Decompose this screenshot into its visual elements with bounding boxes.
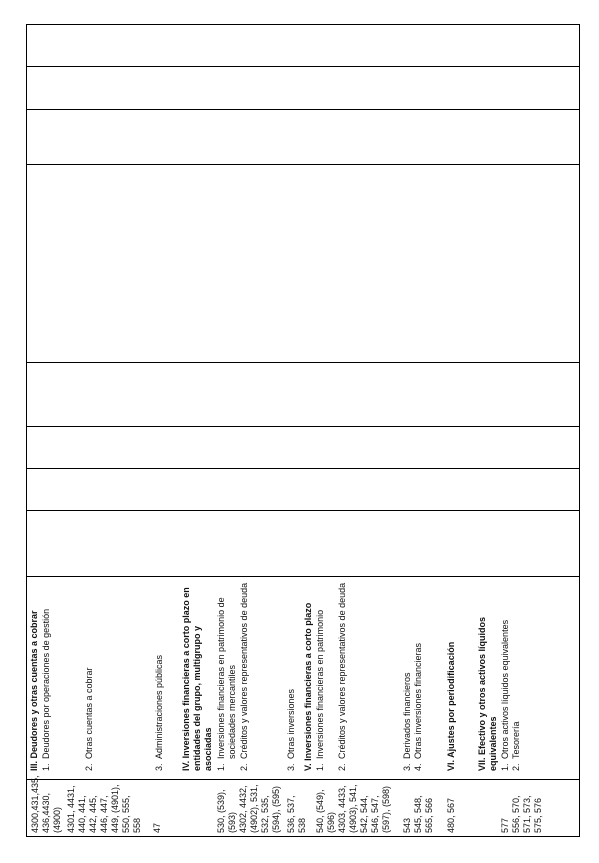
account-codes: 540, (549), (596) xyxy=(315,789,336,833)
item-number: 2. xyxy=(84,763,94,771)
item-number: 4. xyxy=(413,763,423,771)
account-codes: 543 xyxy=(402,817,412,833)
item-label: Otras inversiones xyxy=(286,688,296,759)
item-label: Administraciones públicas xyxy=(154,654,164,759)
column-divider xyxy=(26,779,579,780)
account-codes: 545, 548, 565, 566 xyxy=(413,795,434,833)
section-heading: VI. Ajustes por periodificación xyxy=(446,641,456,771)
item-label: Otros activos líquidos equivalentes xyxy=(500,619,510,759)
account-codes: 4303, 4433, (4903), 541, 542, 544, 546, 547, (597), (598) xyxy=(337,784,391,833)
item-label: Créditos y valores representativos de deuda xyxy=(337,582,347,759)
account-codes: 530, (539), (593) xyxy=(216,789,237,833)
account-codes: 536, 537, 538 xyxy=(286,795,307,833)
account-codes: 47 xyxy=(152,822,162,833)
item-number: 2. xyxy=(511,763,521,771)
column-divider xyxy=(26,362,579,363)
item-number: 1. xyxy=(41,763,51,771)
item-number: 2. xyxy=(337,763,347,771)
item-number: 3. xyxy=(402,763,412,771)
column-divider xyxy=(26,576,579,577)
account-codes: 4300,431,435, 436,4430, (4900) xyxy=(30,775,62,833)
account-codes: 4301, 4431, 440, 441, 442, 445, 446, 447, 449, (4901), 550, 555, 558 xyxy=(66,784,142,833)
item-label: Otras inversiones financieras xyxy=(413,642,423,759)
item-label: Otras cuentas a cobrar xyxy=(84,667,94,759)
column-divider xyxy=(26,109,579,110)
item-number: 2. xyxy=(239,763,249,771)
item-number: 3. xyxy=(286,763,296,771)
column-divider xyxy=(26,66,579,67)
account-codes: 556, 570, 571, 573, 575, 576 xyxy=(511,795,543,833)
account-codes: 577 xyxy=(500,817,510,833)
column-divider xyxy=(26,468,579,469)
item-label: Créditos y valores representativos de deuda xyxy=(239,582,249,759)
section-heading: IV. Inversiones financieras a corto plazo en entidades del grupo, multigrupo y asociadas xyxy=(181,587,213,771)
item-label: Inversiones financieras en patrimonio xyxy=(315,609,325,759)
column-divider xyxy=(26,510,579,511)
item-number: 1. xyxy=(315,763,325,771)
item-label: Deudores por operaciones de gestión xyxy=(41,608,51,759)
item-label: Tesorería xyxy=(511,721,521,759)
item-number: 3. xyxy=(154,763,164,771)
item-number: 1. xyxy=(500,763,510,771)
column-divider xyxy=(26,164,579,165)
section-heading: V. Inversiones financieras a corto plazo xyxy=(303,602,313,771)
column-divider xyxy=(26,426,579,427)
rotated-table xyxy=(26,25,579,837)
section-heading: III. Deudores y otras cuentas a cobrar xyxy=(29,610,39,771)
item-label: Inversiones financieras en patrimonio de sociedades mercantiles xyxy=(216,597,237,759)
account-codes: 4302, 4432, (4902), 531, 532, 535, (594), (595) xyxy=(238,784,281,833)
item-label: Derivados financieros xyxy=(402,672,412,759)
account-codes: 480, 567 xyxy=(446,797,456,833)
section-heading: VII. Efectivo y otros activos líquidos equivalentes xyxy=(477,616,498,771)
item-number: 1. xyxy=(216,763,226,771)
